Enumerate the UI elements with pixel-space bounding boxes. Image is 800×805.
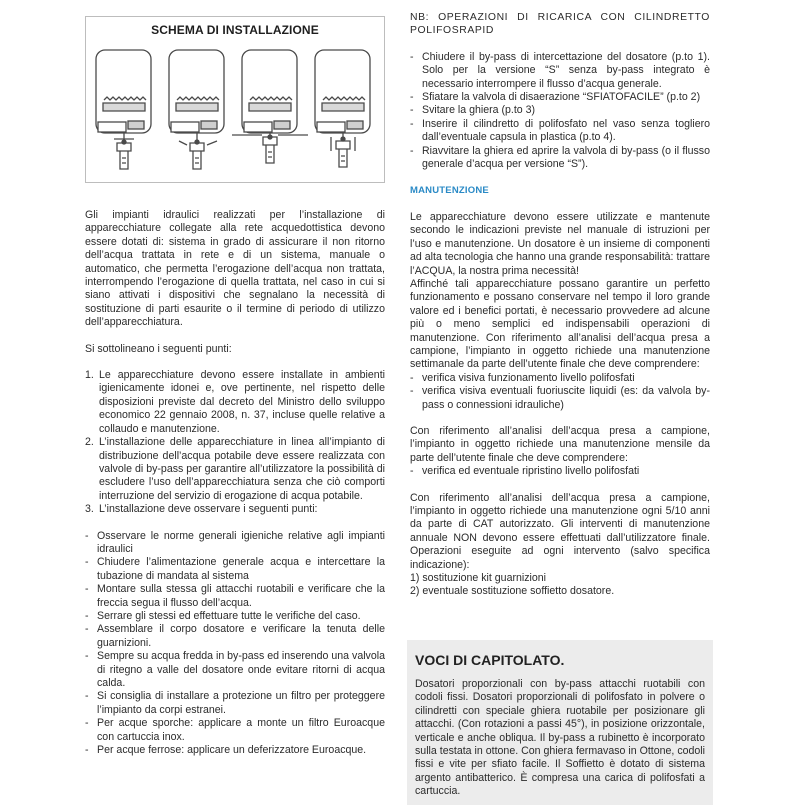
capitolato-title: VOCI DI CAPITOLATO. [415,652,565,668]
capitolato-text: Dosatori proporzionali con by-pass attacchi ruotabili con codoli fissi. Dosatori proporzionali di polifosfato in polvere o cilindretti con speciale ghiera ruotabile per posizionare gli attacchi. (Con rotazioni a passi 45°), in posizione orizzontale, verticale e anche obliqua. Il by-pass a rubinetto è incorporato sulla testata in ottone. Con ghiera fermavaso in Ottone, codoli fissi e vite per sfiato facile. Il Soffietto è dotato di sistema argento antibatterico. È compresa una carica di polifosfati a cartuccia. [415,678,705,798]
dash-marker: - [410,104,414,117]
dash-marker: - [410,50,414,63]
item-number: 2. [85,436,94,449]
dash-marker: - [410,371,414,384]
dash-marker: - [85,529,89,542]
numbered-list [85,369,385,516]
nb-step-text: Sfiatare la valvola di disaerazione “SFIATOFACILE” (p.to 2) [422,91,701,104]
capitolato-box [407,640,713,805]
weekly-checks-list [410,372,710,412]
nb-step [410,145,710,172]
intro-paragraph: Gli impianti idraulici realizzati per l’installazione di apparecchiature collegate alla rete acquedottistica devono essere dotati di: sistema in grado di assicurare il non ritorno dell’acqua trattata in rete e di un sistema, manuale o automatico, che permetta l’erogazione dell’acqua non trattata, interrompendo l’erogazione di quella trattata, nel caso in cui si siano attivati i dispositivi che segnalano la necessità di sostituzione di parti esaurite o il termine di periodo di utilizzo dell’apparecchiatura. [85,209,385,329]
dash-marker: - [85,556,89,569]
installation-step-text: Assemblare il corpo dosatore e verificare la tenuta delle guarnizioni. [97,623,385,649]
cat-item-2: 2) eventuale sostituzione soffietto dosatore. [410,585,615,598]
nb-step-text: Svitare la ghiera (p.to 3) [422,104,536,117]
nb-step [410,118,710,145]
dash-marker: - [85,623,89,636]
numbered-item [85,503,385,516]
dosatore-unit-3 [232,50,308,163]
dash-marker: - [85,744,89,757]
installation-step-text: Montare sulla stessa gli attacchi ruotabili e verificare che la freccia segua il flusso dell’acqua. [97,583,385,609]
manutenzione-heading: MANUTENZIONE [410,185,489,197]
installation-step-text: Sempre su acqua fredda in by-pass ed inserendo una valvola di ritegno a valle del dosatore onde evitare ritorni di acqua calda. [97,650,385,689]
nb-step-text: Chiudere il by-pass di intercettazione del dosatore (p.to 1). Solo per la versione “S” senza by-pass integrato è necessario interrompere il flusso d’acqua generale. [422,50,710,90]
weekly-check-text: verifica visiva funzionamento livello polifosfati [422,371,635,384]
weekly-check [410,385,710,412]
monthly-paragraph: Con riferimento all’analisi dell’acqua presa a campione, l’impianto in oggetto richiede una manutenzione mensile da parte dell’utente finale che deve comprendere: [410,424,710,464]
item-text: Le apparecchiature devono essere installate in ambienti igienicamente idonei e, ove pertinente, nel rispetto delle disposizioni previste dal decreto del Ministro dello sviluppo economico 22 gennaio 2008, n. 37, incluse quelle relative a collaudo e manutenzione. [99,369,385,435]
monthly-check-text: verifica ed eventuale ripristino livello polifosfati [422,465,640,478]
nb-step [410,51,710,91]
weekly-check-text: verifica visiva eventuali fuoriuscite liquidi (es: da valvola by-pass o connessioni idrauliche) [422,385,710,411]
dash-marker: - [85,583,89,596]
installation-step-text: Per acque ferrose: applicare un deferizzatore Euroacque. [97,744,367,757]
dash-marker: - [410,91,414,104]
dash-marker: - [85,609,89,622]
dosatore-unit-2 [169,50,224,169]
diagram-illustration [86,17,384,182]
dosatore-unit-4 [315,50,370,167]
dosatore-unit-1 [96,50,151,169]
item-number: 1. [85,369,94,382]
cat-paragraph: Con riferimento all’analisi dell’acqua presa a campione, l’impianto in oggetto richiede una manutenzione ogni 5/10 anni da parte di CAT autorizzato. Gli interventi di manutenzione annuale NON devono essere effettuati dall’utilizzatore finale. Operazioni eseguite ad ogni intervento (salvo specifica indicazione): [410,491,710,571]
dash-marker: - [85,690,89,703]
item-number: 3. [85,503,94,516]
installation-step [85,556,385,583]
numbered-item [85,436,385,503]
installation-step-text: Si consiglia di installare a protezione un filtro per proteggere l’impianto da corpi estranei. [97,690,385,716]
dash-marker: - [410,144,414,157]
nb-step-text: Inserire il cilindretto di polifosfato nel vaso senza togliero dall’eventuale capsula in plastica (p.to 4). [422,117,710,144]
installation-step [85,744,385,757]
dash-marker: - [410,117,414,130]
dash-marker: - [85,717,89,730]
left-column [85,16,385,757]
nb-step [410,104,710,117]
numbered-item [85,369,385,436]
installation-step [85,530,385,557]
diagram-title: SCHEMA DI INSTALLAZIONE [151,23,319,37]
installation-step-text: Per acque sporche: applicare a monte un filtro Euroacque con cartuccia inox. [97,717,385,743]
installation-step [85,623,385,650]
installation-step [85,650,385,690]
manutenzione-paragraph-1: Le apparecchiature devono essere utilizzate e mantenute secondo le indicazioni previste nel manuale di istruzioni per l’uso e manutenzione. Un dosatore è un insieme di componenti ad alta tecnologia che hanno una grande responsabilità: trattare l’ACQUA, la nostra prima necessità! [410,210,710,277]
points-intro: Si sottolineano i seguenti punti: [85,342,232,355]
installation-dash-list [85,530,385,758]
nb-step-text: Riavvitare la ghiera ed aprire la valvola di by-pass (o il flusso generale d’acqua per versione “S”). [422,144,710,171]
nb-step [410,91,710,104]
dash-marker: - [410,465,414,478]
item-text: L’installazione deve osservare i seguenti punti: [99,503,318,516]
manutenzione-paragraph-2: Affinché tali apparecchiature possano garantire un perfetto funzionamento e possano conservare nel tempo il loro grande valore ed i benefici portati, è necessario provvedere ad alcune più o meno semplici ed indispensabili operazioni di manutenzione. Con riferimento all’analisi dell’acqua presa a campione, l’impianto in oggetto richiede una manutenzione settimanale da parte dell’utente finale che deve comprendere: [410,277,710,371]
installation-diagram [85,16,385,183]
weekly-check [410,372,710,385]
installation-step [85,583,385,610]
dash-marker: - [85,650,89,663]
nb-steps-list [410,51,710,172]
item-text: L’installazione delle apparecchiature in linea all’impianto di distribuzione dell’acqua potabile deve essere realizzata con valvole di by-pass per garantire all’utilizzatore la possibilità di escludere l’uso dell’apparecchiatura senza che ciò comporti interruzione del servizio di erogazione di acqua potabile. [99,436,385,502]
right-column [410,11,710,599]
installation-step-text: Chiudere l’alimentazione generale acqua e intercettare la tubazione di mandata al sistema [97,556,385,582]
monthly-check [410,465,710,478]
cat-item-1: 1) sostituzione kit guarnizioni [410,572,547,585]
installation-step [85,610,385,623]
nb-heading: NB: OPERAZIONI DI RICARICA CON CILINDRETTO POLIFOSRAPID [410,12,710,37]
installation-step-text: Osservare le norme generali igieniche relative agli impianti idraulici [97,529,385,555]
installation-step [85,717,385,744]
monthly-checks-list [410,465,710,478]
installation-step-text: Serrare gli stessi ed effettuare tutte le verifiche del caso. [97,609,361,622]
installation-step [85,690,385,717]
dash-marker: - [410,385,414,398]
